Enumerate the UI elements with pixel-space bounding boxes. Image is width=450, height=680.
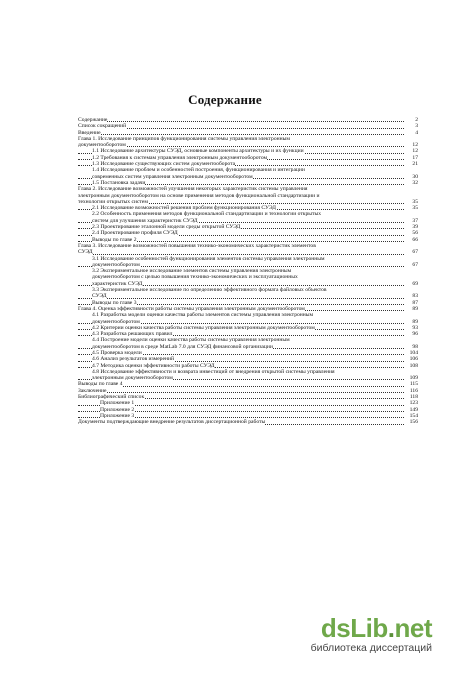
toc-entry-text: Выводы по главе 3: [92, 299, 137, 306]
toc-page-number: 89: [412, 318, 418, 325]
toc-page-number: 2: [415, 117, 418, 123]
toc-page-number: 96: [412, 331, 418, 338]
toc-page-number: 156: [409, 419, 418, 426]
toc-entry-text: 1.1 Исследование архитектуры СУЭД, основные компоненты архитектуры и их функции: [92, 148, 304, 155]
toc-page-number: 104: [409, 349, 418, 356]
brand-dot: .: [387, 613, 395, 643]
brand-main: dsLib: [320, 613, 388, 643]
toc-page-number: 12: [412, 142, 418, 149]
toc-entry-text: Введение: [78, 129, 101, 136]
toc-entry-text: Библиографический список: [78, 394, 145, 401]
toc-entry-text: Содержание: [78, 117, 108, 123]
toc-page-number: 21: [412, 161, 418, 168]
toc-entry-text: Выводы по главе 2: [92, 236, 137, 243]
toc-entry-text: Глава 1. Исследование принципов функционирования системы управления электронным документооборотом: [78, 135, 290, 149]
toc-entry: [78, 243, 418, 256]
toc-page-number: 109: [409, 375, 418, 382]
toc-entry-text: 4.3 Разработка решающих правил: [92, 331, 173, 338]
toc-entry-text: 3.1 Исследование особенностей функционирования элементов системы управления электронным документооборотом: [92, 255, 325, 268]
toc-entry-text: Приложение 3: [100, 412, 135, 419]
toc-entry-text: Приложение 2: [100, 406, 135, 413]
toc-entry: [78, 256, 418, 269]
toc-entry: [78, 419, 418, 425]
toc-entry: [78, 337, 418, 350]
toc-page-number: 98: [412, 343, 418, 350]
toc-entry-text: 2.3 Проектирование эталонной модели среды открытой СУЭД: [92, 224, 241, 231]
toc-page-number: 56: [412, 230, 418, 237]
watermark-logo: [311, 613, 432, 654]
toc-entry-text: Глава 4. Оценка эффективности работы системы управления электронным документооборотом: [78, 305, 305, 312]
toc-entry-text: 4.6 Анализ результатов измерений: [92, 356, 174, 363]
toc-entry: [78, 268, 418, 287]
toc-entry-text: 2.1 Исследование возможностей решения проблем функционирования СУЭД: [92, 205, 276, 212]
toc-page-number: 4: [415, 129, 418, 136]
toc-page-number: 17: [412, 154, 418, 161]
toc-entry: [78, 369, 418, 382]
toc-entry-text: 2.2 Особенность применения методов функциональной стандартизации и технологии открытых систем для улучшения характеристик СУЭД: [92, 211, 322, 224]
toc-entry-text: 3.3 Экспериментальное исследование по определению эффективного формата файловых объектов СУЭД: [92, 287, 327, 300]
toc-page-number: 32: [412, 179, 418, 186]
toc-page-number: 149: [409, 406, 418, 413]
watermark-subtitle: библиотека диссертаций: [310, 642, 432, 654]
page-title: Содержание: [188, 92, 262, 107]
toc-leader-dots: [78, 298, 404, 299]
toc-page-number: 115: [409, 381, 418, 388]
toc-page-number: 30: [412, 173, 418, 180]
table-of-contents: [78, 117, 418, 426]
toc-page-number: 39: [412, 224, 418, 231]
brand-tld: net: [394, 613, 432, 643]
toc-entry-text: 4.5 Проверка модели: [92, 349, 142, 356]
toc-entry-text: Список сокращений: [78, 123, 127, 130]
toc-entry-text: 1.3 Исследование существующих систем документооборота: [92, 161, 236, 168]
toc-page-number: 67: [412, 249, 418, 256]
toc-leader-dots: [78, 121, 404, 122]
toc-entry: [78, 186, 418, 205]
toc-entry-text: 1.4 Исследование проблем и особенностей построения, функционирования и интеграции современных систем управления электронным документооборотом: [92, 167, 305, 180]
watermark-brand: [311, 613, 432, 644]
toc-page-number: 37: [412, 217, 418, 224]
toc-page-number: 118: [409, 394, 418, 401]
toc-entry-text: Глава 3. Исследование возможностей повышения технико-экономических характеристик элементов СУЭД: [78, 242, 316, 256]
toc-leader-dots: [78, 128, 404, 129]
toc-page-number: 116: [409, 387, 418, 394]
toc-page-number: 83: [412, 293, 418, 300]
toc-page-number: 3: [415, 123, 418, 130]
toc-leader-dots: [78, 386, 404, 387]
toc-page-number: 67: [412, 261, 418, 268]
toc-page-number: 87: [412, 299, 418, 306]
toc-entry-text: 1.2 Требования к системам управления электронным документооборотом: [92, 154, 268, 161]
toc-entry-text: Приложение 1: [100, 400, 135, 407]
toc-page-number: 69: [412, 280, 418, 287]
toc-entry-text: Заключение: [78, 387, 107, 394]
toc-entry-text: Документы подтверждающие внедрение результатов диссертационной работы: [78, 419, 266, 426]
toc-leader-dots: [78, 134, 404, 135]
toc-entry: [78, 167, 418, 180]
toc-entry: [78, 312, 418, 325]
toc-entry-text: Глава 2. Исследование возможностей улучшения некоторых характеристик системы управления электронным документооборотом на основе применения методов функциональной стандартизации и технологии открытых систем: [78, 186, 320, 205]
toc-entry-text: 4.4 Построение модели оценки качества работы системы управления электронным документооборотом в среде MatLab 7.0 для СУЭД финансовой организации: [92, 337, 290, 350]
toc-page-number: 35: [412, 205, 418, 212]
toc-entry: [78, 287, 418, 300]
toc-entry-text: 4.8 Исследование эффективности и возврата инвестиций от внедрения открытой системы управления электронным документооборотом: [92, 368, 335, 382]
toc-entry-text: 2.4 Проектирование профиля СУЭД: [92, 230, 178, 237]
toc-entry-text: 4.2 Критерии оценки качества работы системы управления электронным документооборотом: [92, 324, 315, 331]
toc-page-number: 106: [409, 356, 418, 363]
toc-page-number: 66: [412, 236, 418, 243]
toc-entry-text: 3.2 Экспериментальное исследование элементов системы управления электронным документооборотом с целью повышения технико-экономических и эксплуатационных характеристик СУЭД: [92, 268, 298, 287]
toc-page-number: 108: [409, 362, 418, 369]
toc-page-number: 93: [412, 324, 418, 331]
toc-leader-dots: [78, 392, 404, 393]
toc-entry: [78, 136, 418, 149]
toc-page-number: 89: [412, 305, 418, 312]
toc-leader-dots: [78, 254, 404, 255]
toc-entry-text: 1.5 Постановка задачи: [92, 179, 146, 186]
toc-page-number: 35: [412, 198, 418, 205]
toc-entry-text: Выводы по главе 4: [78, 381, 123, 388]
toc-entry-text: 4.1 Разработка модели оценки качества работы элементов системы управления электронным документооборотом: [92, 312, 314, 325]
toc-page-number: 154: [409, 412, 418, 419]
toc-entry: [78, 211, 418, 224]
toc-page-number: 123: [409, 400, 418, 407]
toc-page-number: 12: [412, 148, 418, 155]
toc-entry-text: 4.7 Методика оценки эффективности работы СУЭД: [92, 362, 215, 369]
